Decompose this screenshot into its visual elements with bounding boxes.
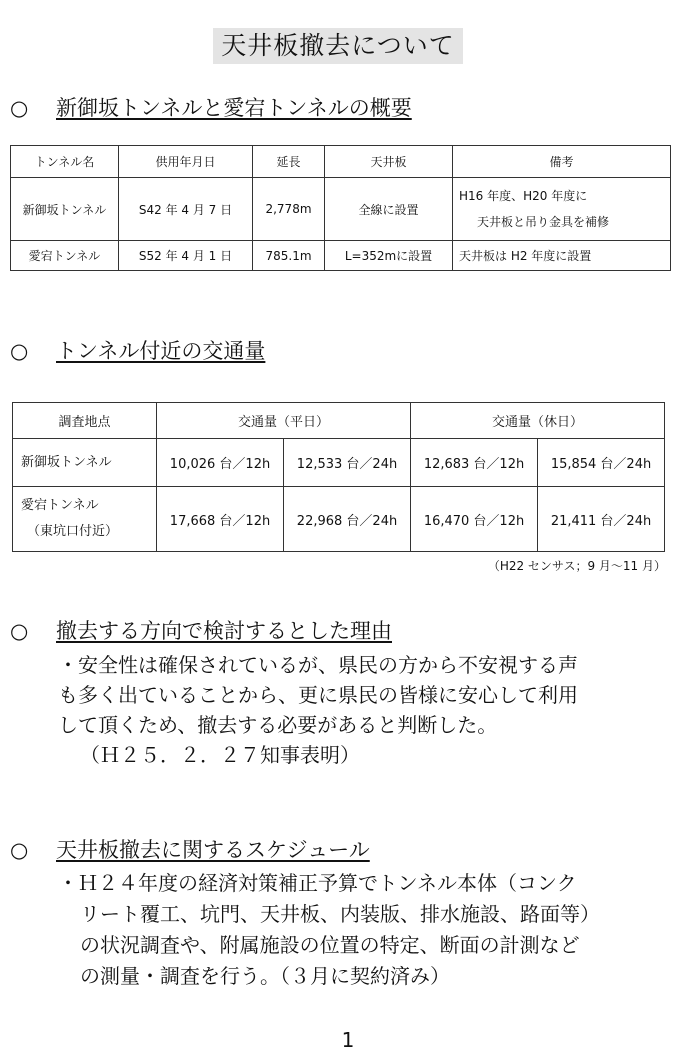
cell-note [453, 178, 671, 241]
cell-length: 2,778m [253, 178, 325, 241]
reason-line: ・安全性は確保されているが、県民の方から不安視する声 [58, 653, 578, 677]
cell-tunnel-name: 新御坂トンネル [11, 178, 119, 241]
cell-holiday-12h: 12,683 台／12h [411, 439, 538, 487]
table-row [11, 178, 671, 241]
cell-ceiling: L=352mに設置 [325, 241, 453, 271]
col-header-length: 延長 [253, 146, 325, 178]
cell-open-date: S52 年 4 月 1 日 [119, 241, 253, 271]
schedule-line: ・Ｈ２４年度の経済対策補正予算でトンネル本体（コンク [58, 871, 577, 895]
section4-heading [10, 836, 370, 864]
col-header-weekday: 交通量（平日） [157, 403, 411, 439]
location-name: 愛宕トンネル [21, 498, 99, 513]
col-header-holiday: 交通量（休日） [411, 403, 665, 439]
section3-heading [10, 617, 392, 645]
col-header-note: 備考 [453, 146, 671, 178]
col-header-open-date: 供用年月日 [119, 146, 253, 178]
tunnel-overview-table [10, 145, 671, 271]
schedule-line: リート覆工、坑門、天井板、内装版、排水施設、路面等） [80, 902, 600, 926]
note-line: H16 年度、H20 年度に [459, 189, 588, 203]
col-header-ceiling: 天井板 [325, 146, 453, 178]
traffic-volume-table [12, 402, 665, 552]
reason-line: （Ｈ２５．２．２７知事表明） [80, 743, 360, 767]
col-header-tunnel-name: トンネル名 [11, 146, 119, 178]
col-header-location: 調査地点 [13, 403, 157, 439]
section4-heading-text: 天井板撤去に関するスケジュール [56, 838, 370, 862]
cell-weekday-24h: 12,533 台／24h [284, 439, 411, 487]
cell-location: 新御坂トンネル [13, 439, 157, 487]
cell-holiday-24h: 15,854 台／24h [538, 439, 665, 487]
cell-weekday-24h: 22,968 台／24h [284, 487, 411, 552]
location-sub: （東坑口付近） [27, 524, 119, 539]
cell-weekday-12h: 10,026 台／12h [157, 439, 284, 487]
cell-holiday-24h: 21,411 台／24h [538, 487, 665, 552]
cell-tunnel-name: 愛宕トンネル [11, 241, 119, 271]
note-line: 天井板と吊り金具を補修 [477, 215, 610, 229]
traffic-source-note: （H22 センサス；9 月～11 月） [487, 559, 666, 573]
section2-bullet: ○ [10, 339, 29, 363]
cell-weekday-12h: 17,668 台／12h [157, 487, 284, 552]
document-title: 天井板撤去について [213, 28, 463, 64]
table-row [13, 439, 665, 487]
cell-length: 785.1m [253, 241, 325, 271]
reason-line: して頂くため、撤去する必要があると判断した。 [58, 713, 498, 737]
cell-note: 天井板は H2 年度に設置 [453, 241, 671, 271]
table-header-row [11, 146, 671, 178]
cell-location [13, 487, 157, 552]
section3-bullet: ○ [10, 619, 29, 643]
section1-heading-text: 新御坂トンネルと愛宕トンネルの概要 [56, 96, 412, 120]
page-number: 1 [341, 1028, 355, 1052]
table-header-row [13, 403, 665, 439]
section1-heading [10, 94, 412, 122]
section2-heading-text: トンネル付近の交通量 [56, 339, 266, 363]
section1-bullet: ○ [10, 96, 29, 120]
cell-open-date: S42 年 4 月 7 日 [119, 178, 253, 241]
table-row [13, 487, 665, 552]
cell-ceiling: 全線に設置 [325, 178, 453, 241]
section4-bullet: ○ [10, 838, 29, 862]
schedule-line: の状況調査や、附属施設の位置の特定、断面の計測など [80, 933, 580, 957]
reason-line: も多く出ていることから、更に県民の皆様に安心して利用 [58, 683, 578, 707]
cell-holiday-12h: 16,470 台／12h [411, 487, 538, 552]
schedule-line: の測量・調査を行う。（３月に契約済み） [80, 964, 450, 988]
section3-heading-text: 撤去する方向で検討するとした理由 [56, 619, 392, 643]
table-row [11, 241, 671, 271]
section2-heading [10, 337, 265, 365]
